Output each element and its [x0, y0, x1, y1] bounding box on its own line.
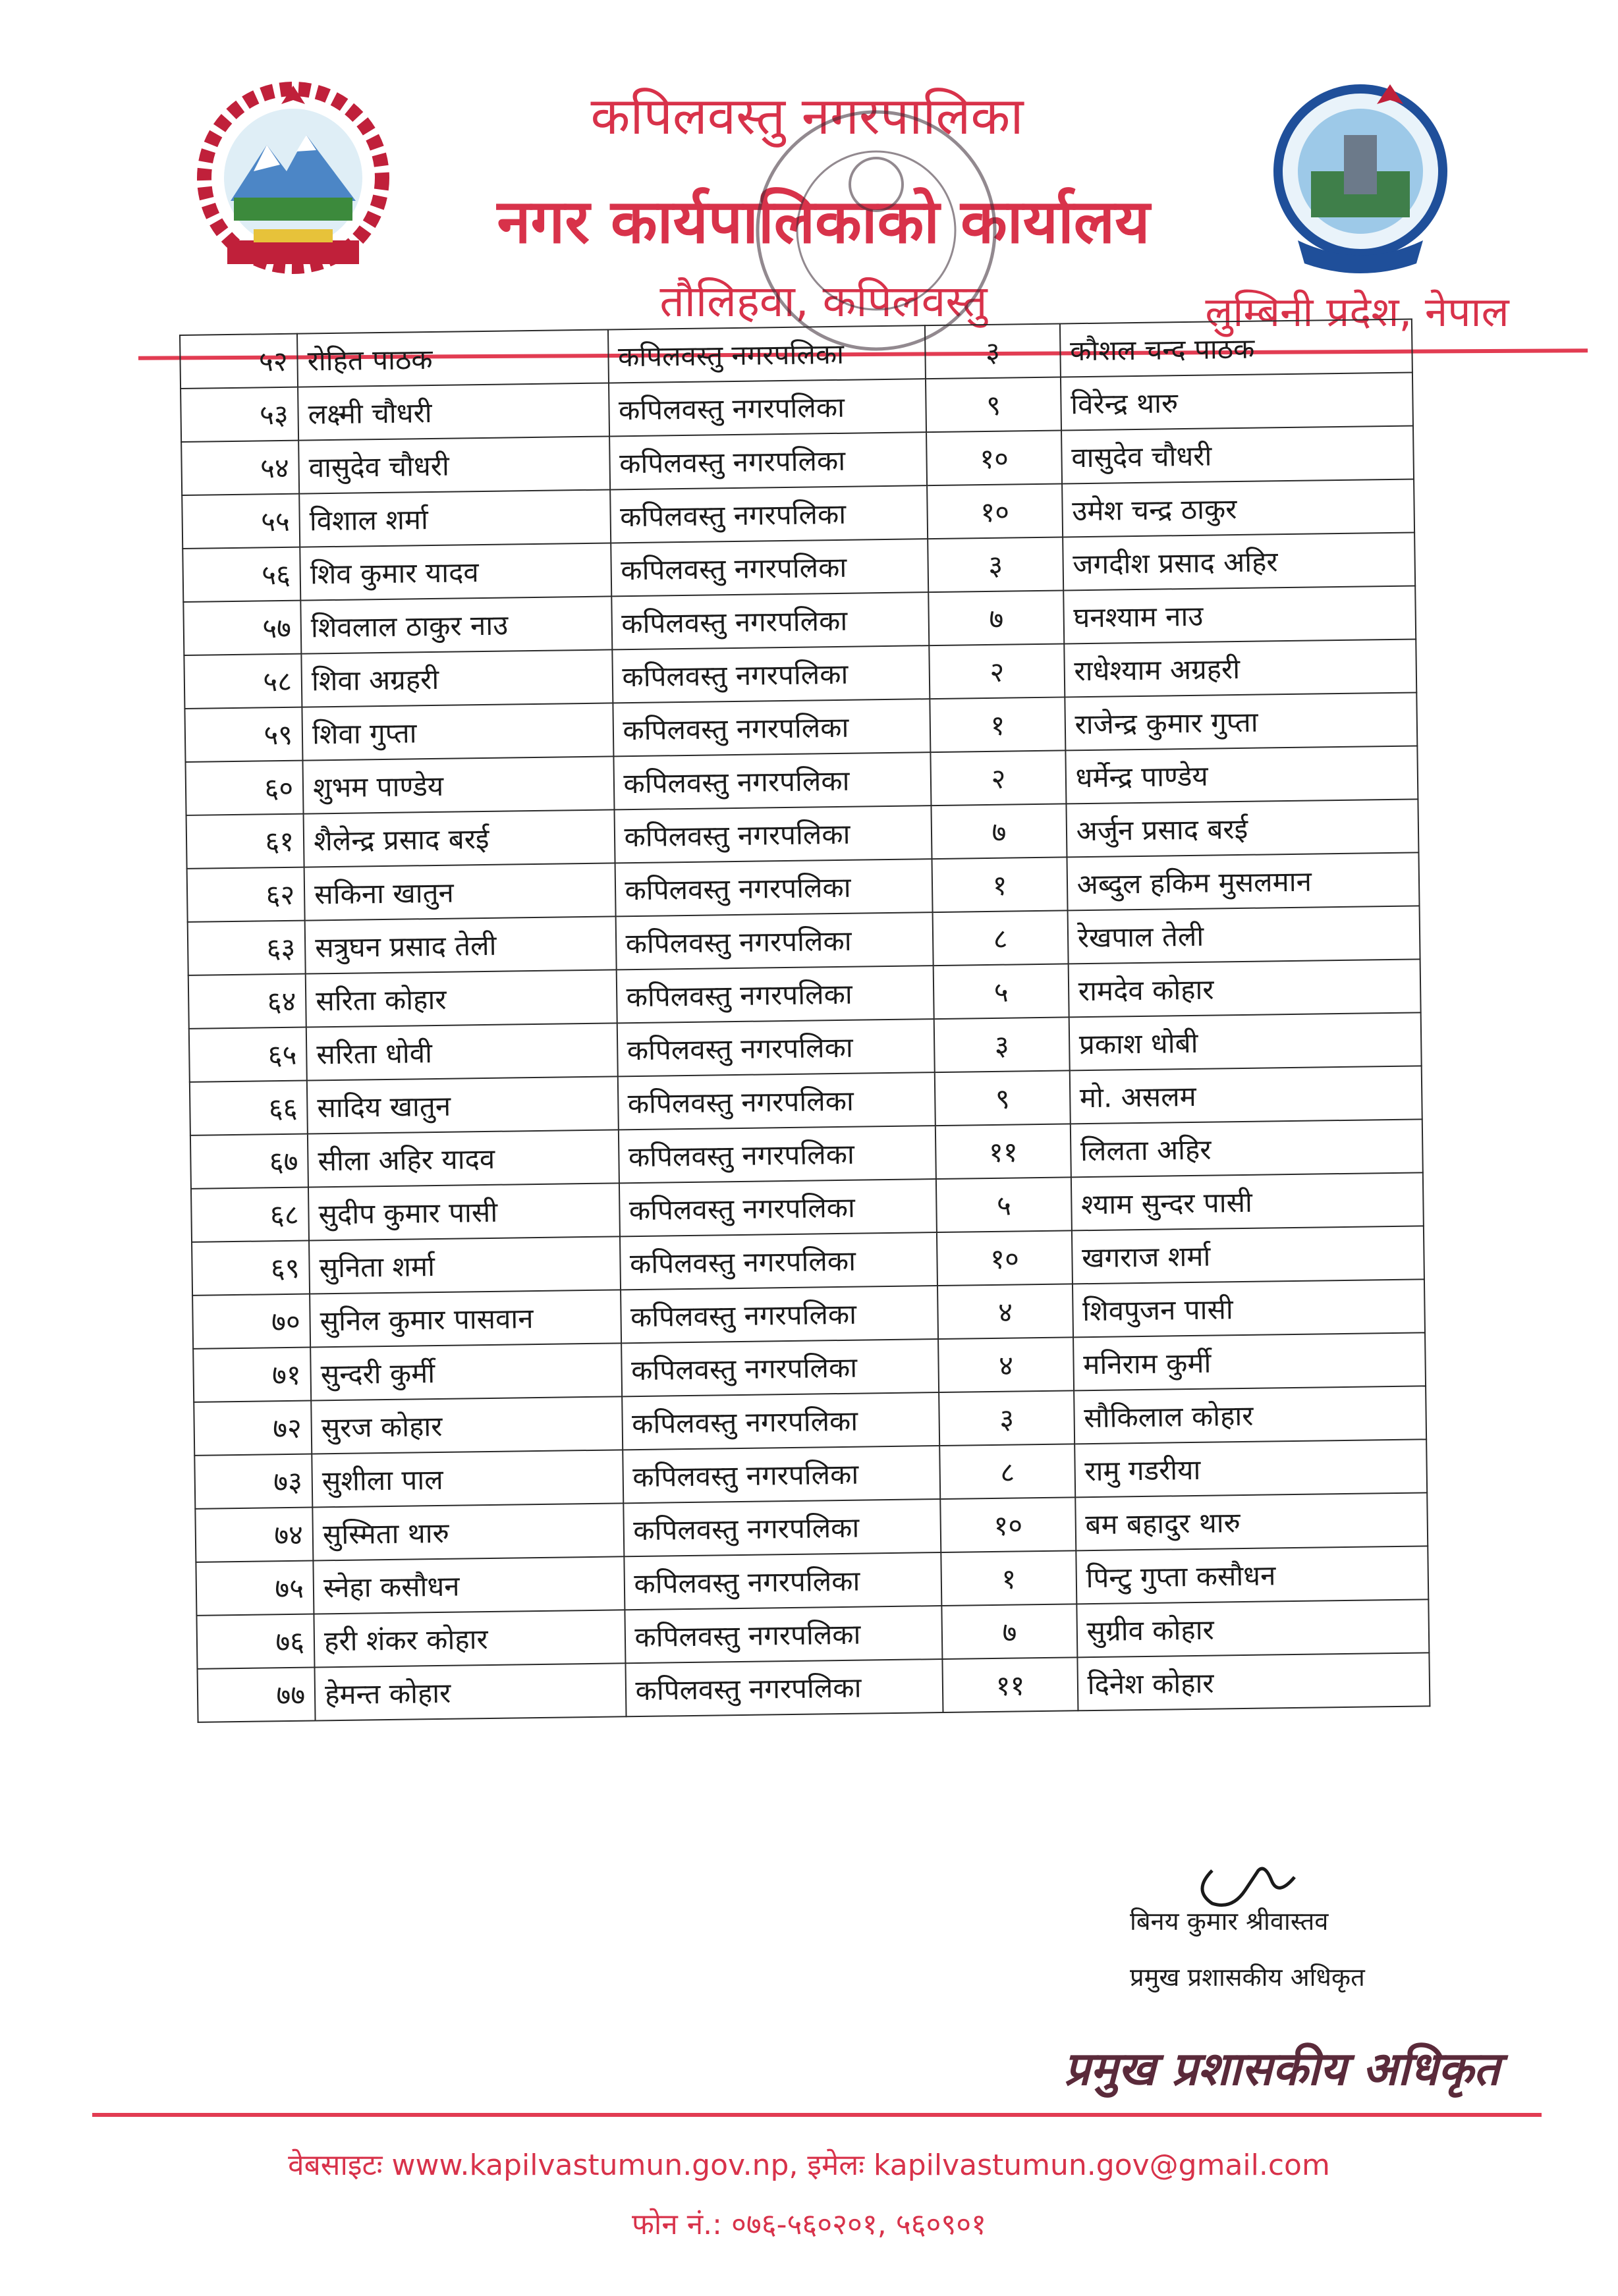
name-cell: सुदीप कुमार पासी	[308, 1183, 619, 1240]
serial-number-cell: ६३	[188, 921, 306, 975]
name-cell: लक्ष्मी चौधरी	[298, 383, 609, 440]
municipality-cell: कपिलवस्तु नगरपलिका	[609, 432, 928, 489]
kapilvastu-municipality-logo-icon	[1265, 72, 1456, 283]
guardian-name-cell: दिनेश कोहार	[1077, 1653, 1430, 1710]
ward-number-cell: ११	[943, 1657, 1078, 1712]
name-cell: सुरज कोहार	[311, 1396, 622, 1454]
serial-number-cell: ७१	[193, 1348, 311, 1402]
guardian-name-cell: प्रकाश धोबी	[1069, 1012, 1421, 1070]
designation-stamp: प्रमुख प्रशासकीय अधिकृत	[1064, 2042, 1500, 2096]
serial-number-cell: ५५	[182, 494, 300, 549]
ward-number-cell: ११	[935, 1124, 1071, 1179]
ward-number-cell: ३	[934, 1017, 1069, 1072]
ward-number-cell: ९	[926, 377, 1061, 432]
municipality-cell: कपिलवस्तु नगरपलिका	[607, 325, 926, 383]
name-cell: सरिता कोहार	[306, 970, 617, 1027]
guardian-name-cell: रामदेव कोहार	[1068, 959, 1420, 1017]
guardian-name-cell: उमेश चन्द्र ठाकुर	[1062, 479, 1414, 537]
serial-number-cell: ७६	[196, 1614, 314, 1668]
office-name: नगर कार्यपालिकाको कार्यालय	[497, 186, 1150, 257]
signatory-title: प्रमुख प्रशासकीय अधिकृत	[1130, 1963, 1365, 1992]
municipality-cell: कपिलवस्तु नगरपलिका	[615, 912, 934, 970]
province-name: लुम्बिनी प्रदेश, नेपाल	[1205, 288, 1509, 336]
guardian-name-cell: सौकिलाल कोहार	[1074, 1386, 1426, 1444]
name-cell: हरी शंकर कोहार	[314, 1610, 625, 1667]
municipality-cell: कपिलवस्तु नगरपलिका	[617, 1019, 935, 1076]
municipality-cell: कपिलवस्तु नगरपलिका	[621, 1339, 939, 1396]
guardian-name-cell: वासुदेव चौधरी	[1061, 425, 1414, 483]
ward-number-cell: ७	[929, 590, 1064, 645]
municipality-name: कपिलवस्तु नगरपालिका	[590, 87, 1024, 146]
municipality-cell: कपिलवस्तु नगरपलिका	[623, 1499, 941, 1556]
serial-number-cell: ५४	[181, 441, 299, 495]
ward-number-cell: १०	[926, 430, 1061, 485]
name-cell: वासुदेव चौधरी	[298, 436, 609, 493]
municipality-cell: कपिलवस्तु नगरपलिका	[611, 539, 929, 596]
serial-number-cell: ७४	[195, 1508, 313, 1562]
guardian-name-cell: घनश्याम नाउ	[1063, 586, 1416, 643]
footer-divider	[92, 2113, 1542, 2117]
serial-number-cell: ६९	[192, 1241, 310, 1296]
ward-number-cell: ५	[934, 964, 1069, 1019]
name-cell: सुस्मिता थारु	[312, 1503, 623, 1560]
ward-number-cell: १०	[941, 1497, 1076, 1552]
ward-number-cell: ३	[925, 324, 1060, 379]
serial-number-cell: ५९	[184, 707, 302, 762]
serial-number-cell: ६१	[186, 814, 304, 869]
municipality-cell: कपिलवस्तु नगरपलिका	[618, 1126, 936, 1183]
name-cell: शैलेन्द्र प्रसाद बरई	[304, 809, 615, 867]
office-address: तौलिहवा, कपिलवस्तु	[659, 276, 988, 327]
name-cell: शिव कुमार यादव	[300, 543, 611, 600]
municipality-cell: कपिलवस्तु नगरपलिका	[619, 1232, 937, 1290]
ward-number-cell: ९	[935, 1070, 1070, 1126]
guardian-name-cell: राजेन्द्र कुमार गुप्ता	[1065, 692, 1417, 750]
municipality-cell: कपिलवस्तु नगरपलिका	[615, 859, 933, 916]
guardian-name-cell: बम बहादुर थारु	[1075, 1492, 1428, 1550]
municipality-cell: कपिलवस्तु नगरपलिका	[621, 1286, 939, 1343]
municipality-cell: कपिलवस्तु नगरपलिका	[617, 1072, 935, 1130]
name-cell: हेमन्त कोहार	[315, 1663, 626, 1720]
name-cell: सादिय खातुन	[307, 1076, 618, 1134]
ward-number-cell: ३	[939, 1390, 1074, 1446]
guardian-name-cell: रेखपाल तेली	[1067, 906, 1420, 964]
serial-number-cell: ७५	[196, 1560, 314, 1615]
guardian-name-cell: धर्मेन्द्र पाण्डेय	[1065, 746, 1418, 804]
serial-number-cell: ६४	[188, 974, 306, 1029]
municipality-cell: कपिलवस्तु नगरपलिका	[611, 592, 930, 649]
municipality-cell: कपिलवस्तु नगरपलिका	[610, 485, 928, 543]
municipality-cell: कपिलवस्तु नगरपलिका	[623, 1446, 941, 1503]
serial-number-cell: ५३	[181, 387, 298, 442]
name-cell: सीला अहिर यादव	[308, 1130, 619, 1187]
ward-number-cell: ७	[942, 1604, 1077, 1659]
municipality-cell: कपिलवस्तु नगरपलिका	[625, 1606, 943, 1663]
municipality-cell: कपिलवस्तु नगरपलिका	[614, 806, 932, 863]
ward-number-cell: ४	[938, 1337, 1073, 1392]
table-body	[180, 319, 1430, 1722]
guardian-name-cell: मो. असलम	[1069, 1066, 1422, 1124]
ward-number-cell: १	[941, 1550, 1076, 1606]
serial-number-cell: ५६	[182, 547, 300, 602]
name-cell: सुनिता शर्मा	[309, 1236, 620, 1294]
ward-number-cell: ५	[936, 1177, 1071, 1232]
ward-number-cell: १	[930, 697, 1065, 752]
guardian-name-cell: रामु गडरीया	[1074, 1439, 1427, 1497]
serial-number-cell: ६६	[190, 1081, 308, 1135]
name-cell: सुनिल कुमार पासवान	[310, 1290, 621, 1347]
serial-number-cell: ५८	[184, 654, 302, 709]
municipality-cell: कपिलवस्तु नगरपलिका	[625, 1659, 943, 1716]
municipality-cell: कपिलवस्तु नगरपलिका	[613, 752, 932, 809]
guardian-name-cell: अब्दुल हकिम मुसलमान	[1067, 852, 1419, 910]
serial-number-cell: ५७	[183, 601, 301, 655]
serial-number-cell: ७२	[194, 1401, 312, 1456]
ward-number-cell: १०	[937, 1230, 1072, 1286]
municipality-cell: कपिलवस्तु नगरपलिका	[624, 1552, 942, 1610]
name-cell: शिवलाल ठाकुर नाउ	[300, 596, 611, 653]
nepal-coat-of-arms-icon	[181, 72, 405, 290]
ward-number-cell: ७	[932, 804, 1067, 859]
name-cell: सत्रुघन प्रसाद तेली	[305, 916, 616, 973]
guardian-name-cell: जगदीश प्रसाद अहिर	[1063, 532, 1415, 590]
name-cell: सुशीला पाल	[312, 1450, 623, 1507]
guardian-name-cell: शिवपुजन पासी	[1073, 1279, 1425, 1337]
municipality-cell: कपिलवस्तु नगरपलिका	[613, 699, 931, 756]
serial-number-cell: ६५	[189, 1027, 307, 1082]
name-cell: स्नेहा कसौधन	[313, 1556, 624, 1614]
footer-contact-web-email: वेबसाइटः www.kapilvastumun.gov.np, इमेलः kapilvastumun.gov@gmail.com	[288, 2148, 1330, 2182]
ward-number-cell: ८	[940, 1444, 1075, 1499]
serial-number-cell: ६२	[187, 867, 305, 922]
ward-number-cell: ४	[937, 1284, 1073, 1339]
name-cell: सुन्दरी कुर्मी	[310, 1343, 621, 1400]
municipality-cell: कपिलवस्तु नगरपलिका	[619, 1179, 937, 1236]
serial-number-cell: ६७	[190, 1134, 308, 1189]
guardian-name-cell: राधेश्याम अग्रहरी	[1064, 639, 1416, 697]
guardian-name-cell: खगराज शर्मा	[1072, 1226, 1424, 1284]
serial-number-cell: ७०	[192, 1294, 310, 1349]
guardian-name-cell: श्याम सुन्दर पासी	[1071, 1172, 1424, 1230]
name-cell: शिवा अग्रहरी	[301, 649, 612, 707]
name-cell: शुभम पाण्डेय	[303, 756, 614, 813]
guardian-name-cell: मनिराम कुर्मी	[1073, 1332, 1426, 1390]
guardian-name-cell: सुग्रीव कोहार	[1076, 1599, 1429, 1657]
municipality-cell: कपिलवस्तु नगरपलिका	[622, 1392, 940, 1450]
beneficiary-table	[179, 318, 1430, 1722]
municipality-cell: कपिलवस्तु नगरपलिका	[609, 379, 927, 436]
ward-number-cell: २	[930, 643, 1065, 699]
ward-number-cell: ३	[928, 537, 1063, 592]
ward-number-cell: ८	[933, 910, 1068, 966]
name-cell: शिवा गुप्ता	[302, 703, 613, 760]
serial-number-cell: ६०	[185, 761, 303, 815]
ward-number-cell: १०	[928, 483, 1063, 539]
serial-number-cell: ७७	[198, 1667, 316, 1722]
ward-number-cell: २	[931, 750, 1066, 806]
name-cell: रोहित पाठक	[297, 329, 608, 387]
signatory-name: बिनय कुमार श्रीवास्तव	[1130, 1907, 1329, 1936]
guardian-name-cell: पिन्टु गुप्ता कसौधन	[1076, 1546, 1428, 1604]
name-cell: सकिना खातुन	[304, 863, 615, 920]
serial-number-cell: ६८	[191, 1188, 309, 1242]
municipality-cell: कपिलवस्तु नगरपलिका	[612, 645, 930, 703]
guardian-name-cell: विरेन्द्र थारु	[1061, 373, 1413, 431]
municipality-cell: कपिलवस्तु नगरपलिका	[616, 966, 934, 1023]
footer-phone: फोन नं.: ०७६-५६०२०१, ५६०९०१	[632, 2208, 986, 2241]
ward-number-cell: १	[932, 857, 1067, 912]
guardian-name-cell: कौशल चन्द पाठक	[1060, 319, 1412, 377]
name-cell: सरिता धोवी	[306, 1023, 617, 1080]
serial-number-cell: ७३	[194, 1454, 312, 1509]
guardian-name-cell: अर्जुन प्रसाद बरई	[1066, 799, 1418, 857]
name-cell: विशाल शर्मा	[299, 489, 610, 547]
serial-number-cell: ५२	[180, 334, 298, 389]
guardian-name-cell: लिलता अहिर	[1070, 1119, 1422, 1177]
